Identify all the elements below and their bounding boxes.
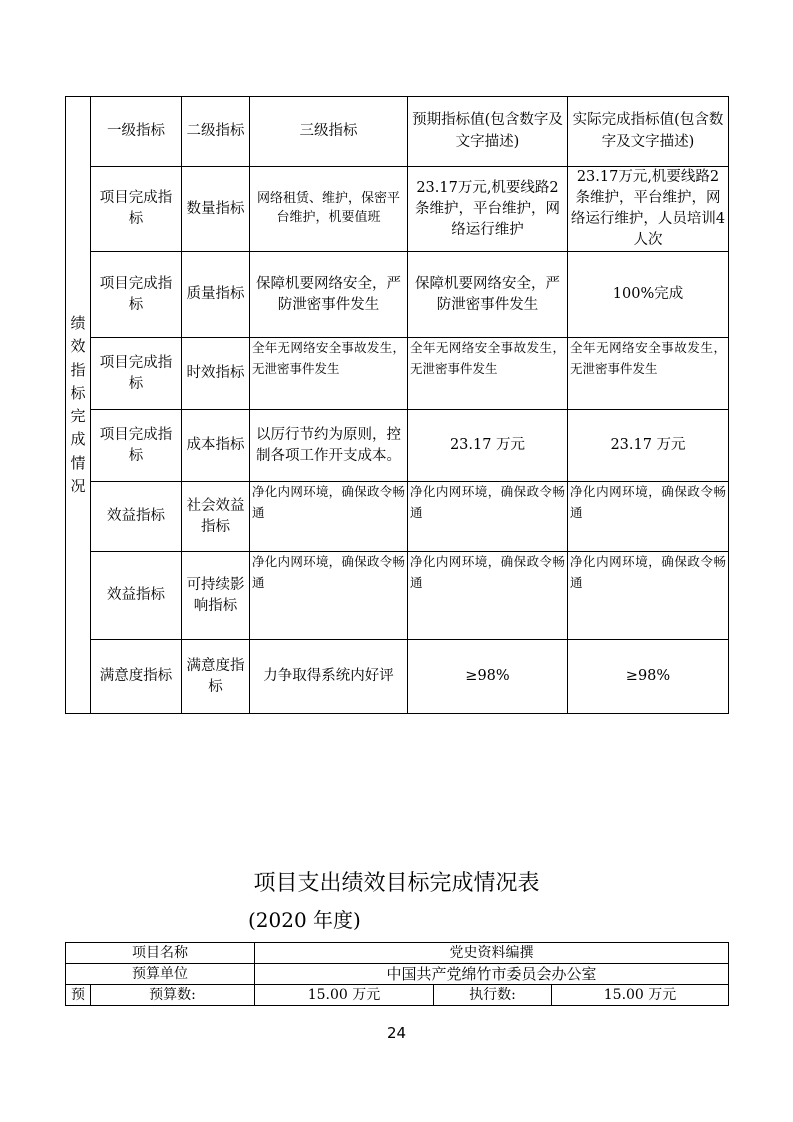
budget-amount-label: 预算数: [91,985,255,1006]
table-row [66,482,729,552]
cell-level2: 数量指标 [182,167,250,252]
cell-level1: 效益指标 [91,552,182,640]
cell-level2: 质量指标 [182,252,250,338]
cell-actual: 净化内网环境，确保政令畅通 [568,482,729,552]
cell-level2: 满意度指标 [182,640,250,714]
cell-expected: ≥98% [408,640,568,714]
table-row [66,252,729,338]
header-expected: 预期指标值(包含数字及文字描述) [408,97,568,167]
table-row [66,552,729,640]
year-subtitle: (2020 年度) [248,908,361,932]
cell-level3: 保障机要网络安全，严防泄密事件发生 [250,252,408,338]
cell-actual: 23.17万元,机要线路2条维护，平台维护，网络运行维护，人员培训4人次 [568,167,729,252]
table-row [66,985,729,1006]
cell-level3: 净化内网环境，确保政令畅通 [250,552,408,640]
table-row [66,338,729,410]
cell-actual: 全年无网络安全事故发生，无泄密事件发生 [568,338,729,410]
cell-level2: 可持续影响指标 [182,552,250,640]
cell-expected: 全年无网络安全事故发生，无泄密事件发生 [408,338,568,410]
project-name-label: 项目名称 [66,943,255,964]
cell-level3: 净化内网环境，确保政令畅通 [250,482,408,552]
cell-expected: 净化内网环境，确保政令畅通 [408,552,568,640]
executed-amount-label: 执行数: [434,985,552,1006]
header-level2: 二级指标 [182,97,250,167]
cell-expected: 23.17 万元 [408,410,568,482]
header-level3: 三级指标 [250,97,408,167]
budget-unit-label: 预算单位 [66,964,255,985]
cell-level1: 项目完成指标 [91,252,182,338]
table-row [66,640,729,714]
cell-expected: 23.17万元,机要线路2条维护，平台维护，网络运行维护 [408,167,568,252]
cell-actual: 100%完成 [568,252,729,338]
cell-expected: 保障机要网络安全，严防泄密事件发生 [408,252,568,338]
cell-level2: 成本指标 [182,410,250,482]
cell-level1: 项目完成指标 [91,167,182,252]
table-row [66,167,729,252]
side-label: 绩效指标完成情况 [70,314,86,495]
budget-unit-value: 中国共产党绵竹市委员会办公室 [255,964,729,985]
project-name-value: 党史资料编撰 [255,943,729,964]
table-row [66,410,729,482]
executed-amount-value: 15.00 万元 [552,985,729,1006]
cell-level3: 全年无网络安全事故发生，无泄密事件发生 [250,338,408,410]
cell-actual: ≥98% [568,640,729,714]
cell-level3: 力争取得系统内好评 [250,640,408,714]
cell-actual: 净化内网环境，确保政令畅通 [568,552,729,640]
cell-level1: 满意度指标 [91,640,182,714]
budget-side-label: 预 [66,985,91,1006]
cell-level2: 社会效益指标 [182,482,250,552]
table-row [66,943,729,964]
header-level1: 一级指标 [91,97,182,167]
side-label-cell [66,97,91,714]
table-row [66,964,729,985]
page-title: 项目支出绩效目标完成情况表 [253,871,540,896]
cell-level1: 项目完成指标 [91,410,182,482]
cell-expected: 净化内网环境，确保政令畅通 [408,482,568,552]
header-actual: 实际完成指标值(包含数字及文字描述) [568,97,729,167]
cell-level1: 项目完成指标 [91,338,182,410]
cell-level3: 以厉行节约为原则，控制各项工作开支成本。 [250,410,408,482]
page-number: 24 [386,1024,407,1042]
budget-amount-value: 15.00 万元 [255,985,434,1006]
cell-actual: 23.17 万元 [568,410,729,482]
cell-level2: 时效指标 [182,338,250,410]
table-header-row [66,97,729,167]
budget-summary-table [65,942,729,1006]
performance-indicators-table [65,96,729,714]
cell-level1: 效益指标 [91,482,182,552]
cell-level3: 网络租赁、维护，保密平台维护，机要值班 [250,167,408,252]
